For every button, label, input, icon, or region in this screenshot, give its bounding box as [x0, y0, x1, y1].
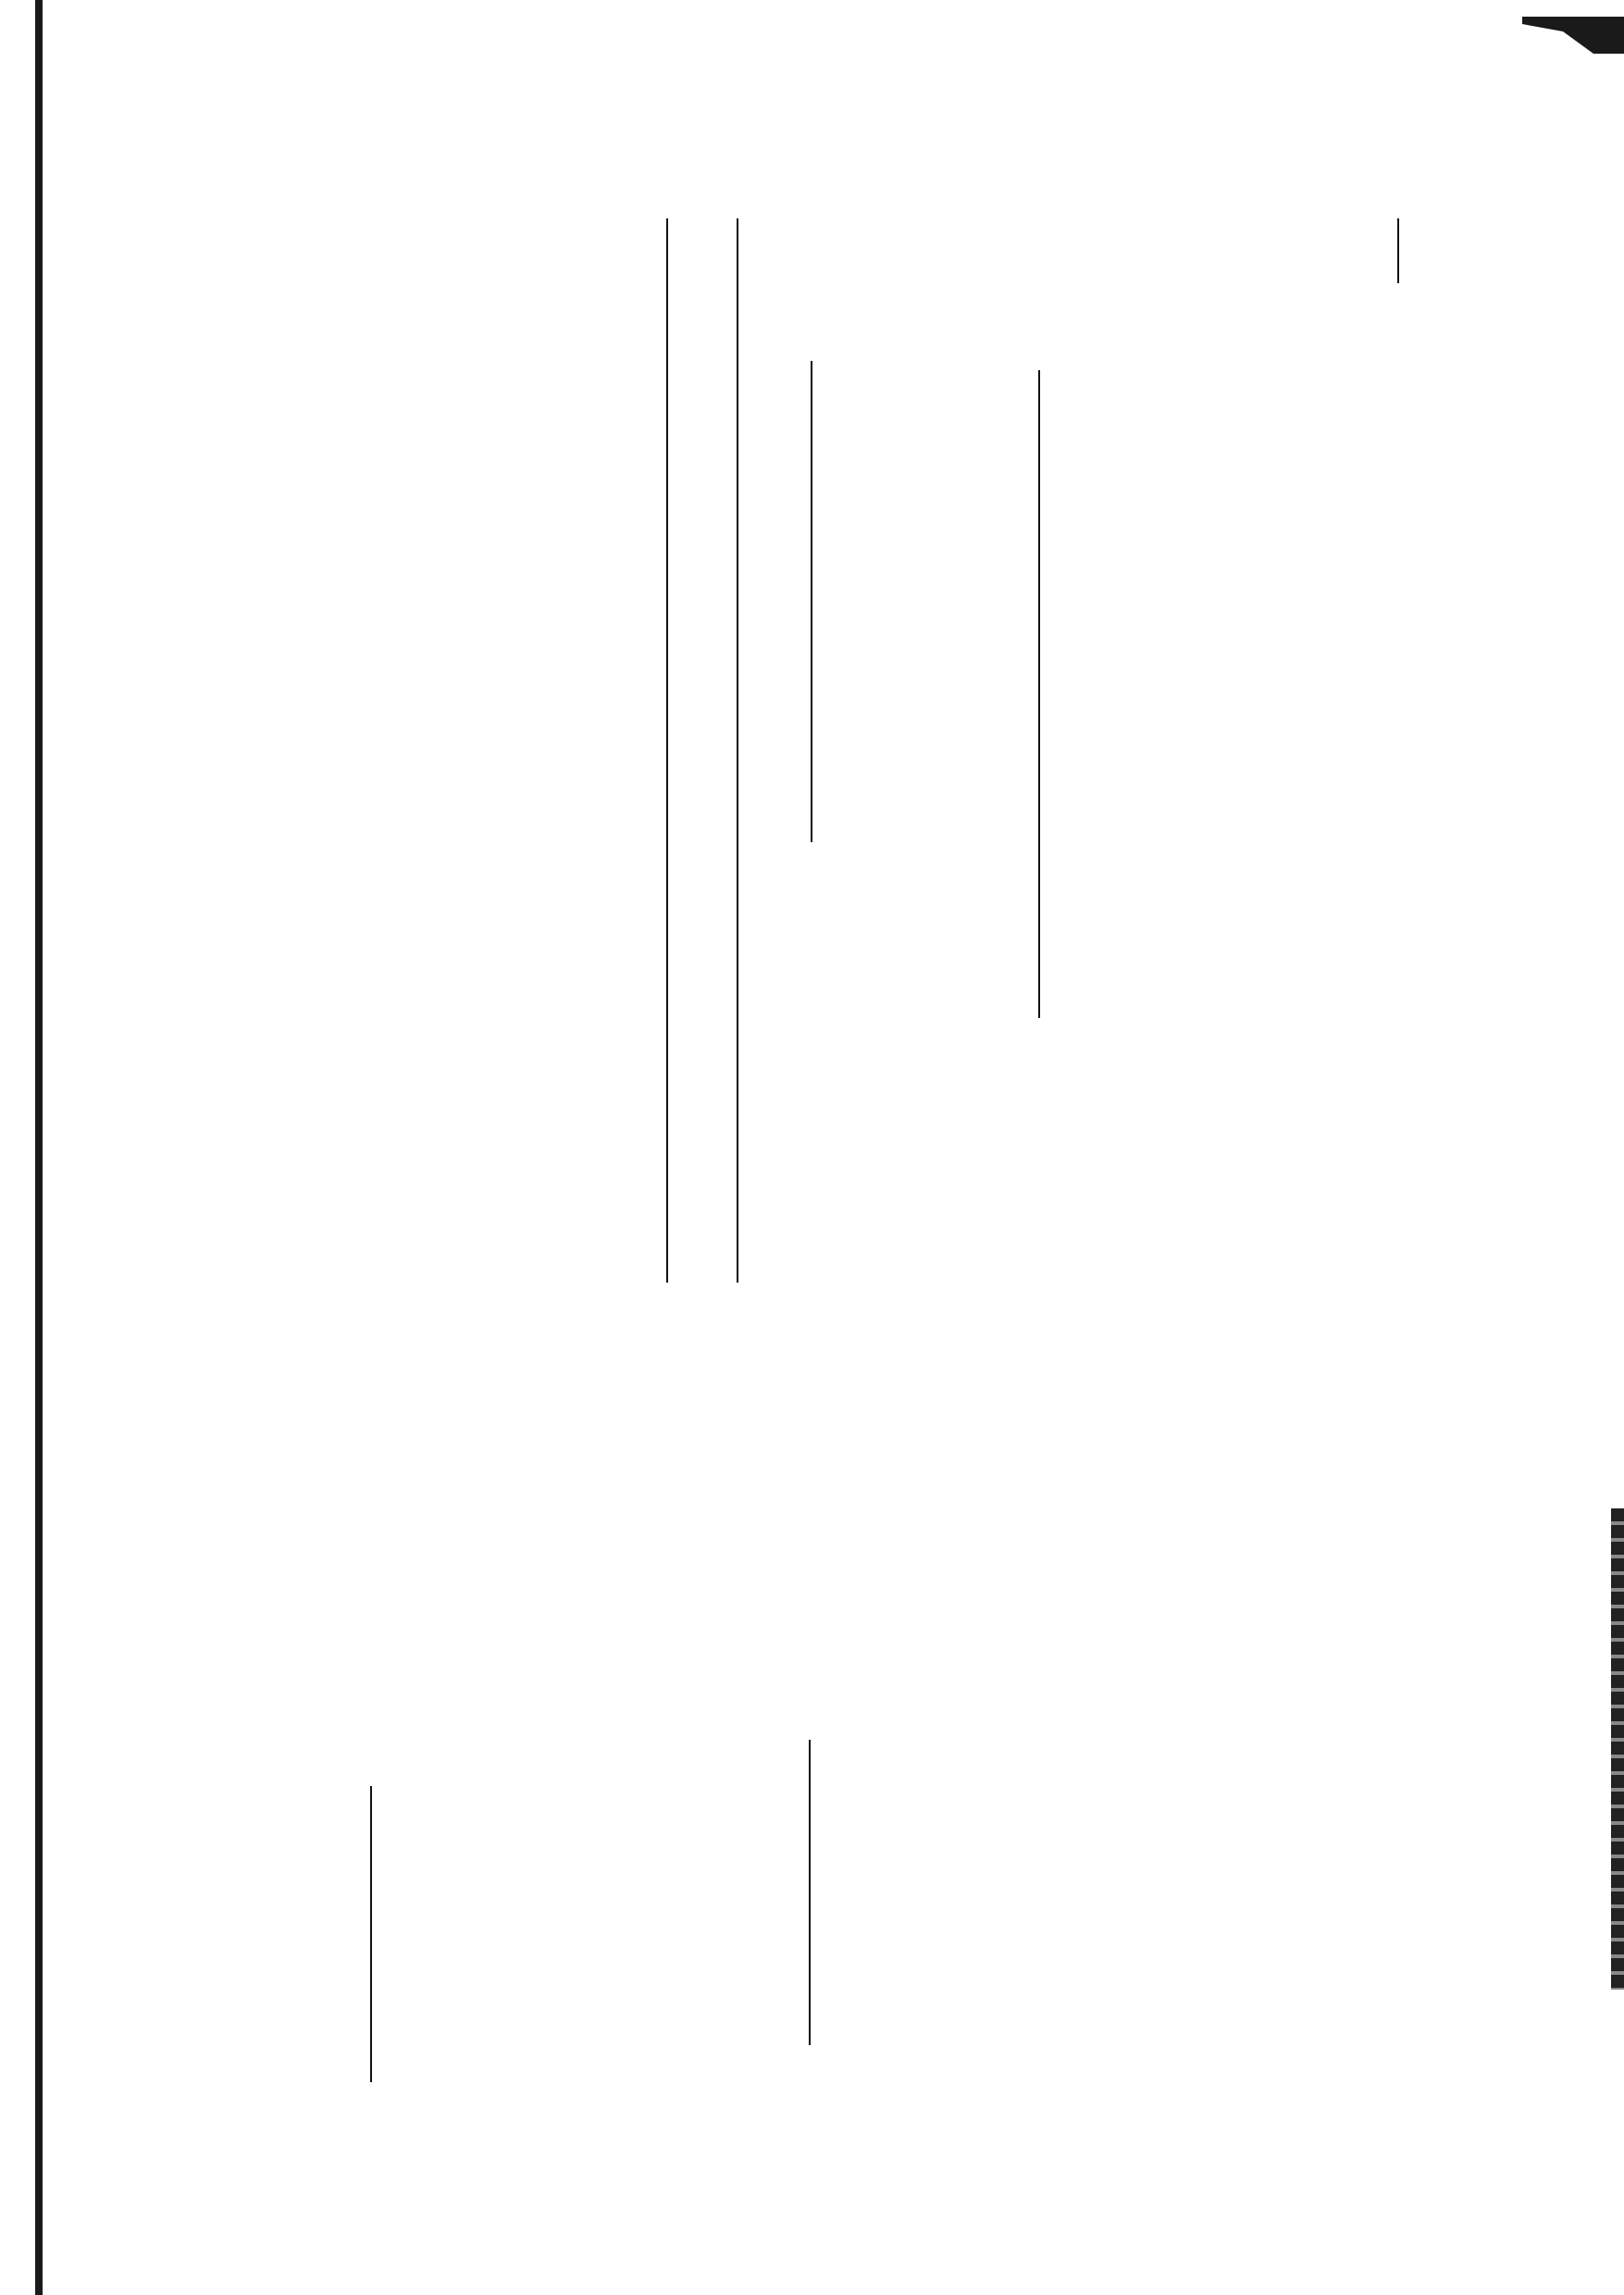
side-line	[370, 1786, 372, 2082]
scan-edge-top-right	[1522, 17, 1624, 54]
side-line	[811, 361, 812, 842]
side-line	[737, 218, 738, 1283]
side-line	[666, 218, 668, 1283]
side-line	[1397, 218, 1399, 283]
side-line	[1038, 370, 1040, 1018]
scan-edge-right	[1611, 1508, 1624, 1990]
scan-edge-left	[35, 0, 43, 2295]
side-line	[809, 1740, 811, 2045]
